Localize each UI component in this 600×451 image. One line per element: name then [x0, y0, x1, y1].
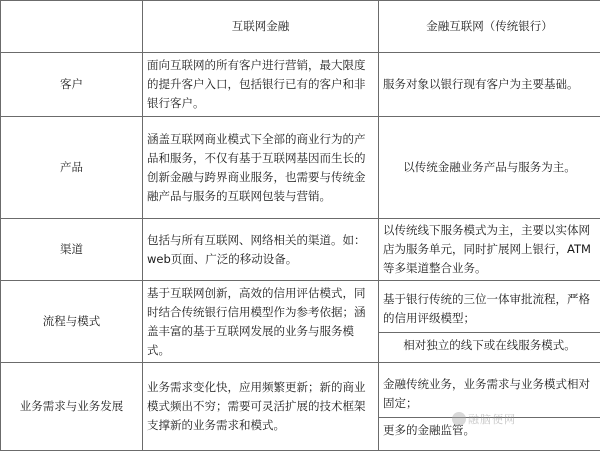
cell-internet-finance-business: 业务需求变化快，应用频繁更新；新的商业模式频出不穷；需要可灵活扩展的技术框架支撑新的业务需求和模式。: [143, 363, 379, 451]
table-row: [1, 363, 600, 451]
cell-finance-internet-business: [379, 363, 600, 451]
cell-finance-internet-process: [379, 281, 600, 363]
table-row: [1, 117, 600, 219]
process-text-b: 相对独立的线下或在线服务模式。: [379, 332, 600, 355]
cell-finance-internet-channel: 以传统线下服务模式为主，主要以实体网店为服务单元，同时扩展网上银行，ATM等多渠道整合业务。: [379, 219, 600, 281]
row-label-customer: 客户: [1, 53, 143, 117]
row-label-process: 流程与模式: [1, 281, 143, 363]
table-row: [1, 281, 600, 363]
watermark-text: 融脑便网: [468, 411, 516, 427]
cell-finance-internet-product: 以传统金融业务产品与服务为主。: [379, 117, 600, 219]
cell-finance-internet-customer: 服务对象以银行现有客户为主要基础。: [379, 53, 600, 117]
row-label-product: 产品: [1, 117, 143, 219]
table-row: [1, 219, 600, 281]
row-label-channel: 渠道: [1, 219, 143, 281]
table-row: [1, 53, 600, 117]
watermark-icon: [452, 412, 466, 426]
row-label-business: 业务需求与业务发展: [1, 363, 143, 451]
corner-cell: [1, 1, 143, 53]
header-row: [1, 1, 600, 53]
cell-internet-finance-process: 基于互联网创新，高效的信用评估模式，同时结合传统银行信用模型作为参考依据；涵盖丰富的基于互联网发展的业务与服务模式。: [143, 281, 379, 363]
business-text-b: 更多的金融监管。: [379, 417, 600, 440]
business-text-a: 金融传统业务，业务需求与业务模式相对固定；: [383, 375, 596, 413]
cell-internet-finance-product: 涵盖互联网商业模式下全部的商业行为的产品和服务，不仅有基于互联网基因而生长的创新金融与跨界商业服务，也需要与传统金融产品与服务的互联网包装与营销。: [143, 117, 379, 219]
cell-internet-finance-customer: 面向互联网的所有客户进行营销，最大限度的提升客户入口，包括银行已有的客户和非银行客户。: [143, 53, 379, 117]
cell-internet-finance-channel: 包括与所有互联网、网络相关的渠道。如：web页面、广泛的移动设备。: [143, 219, 379, 281]
header-finance-internet: 金融互联网（传统银行）: [379, 1, 600, 53]
process-text-a: 基于银行传统的三位一体审批流程，严格的信用评级模型；: [383, 290, 596, 328]
header-internet-finance: 互联网金融: [143, 1, 379, 53]
